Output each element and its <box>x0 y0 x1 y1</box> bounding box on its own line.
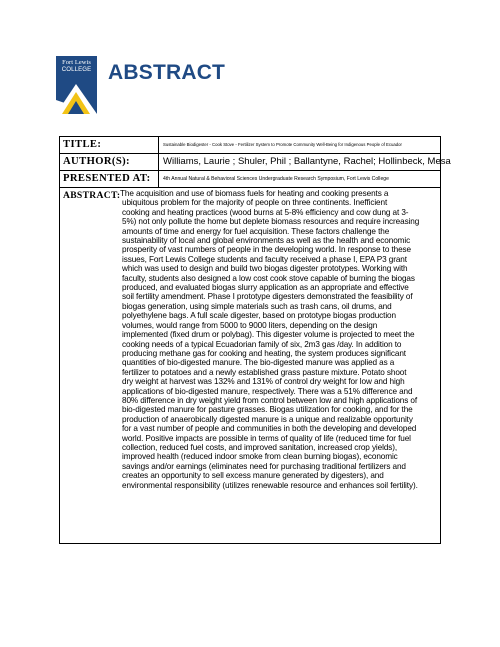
logo-line-1: Fort Lewis <box>62 59 91 66</box>
abstract-line: improved health (reduced indoor smoke from clean burning biogas), economic <box>122 452 398 462</box>
page-heading: ABSTRACT <box>108 61 226 84</box>
abstract-line: 5%) not only pollute the home but deplete biomass resources and require increasing <box>122 217 420 227</box>
abstract-line: ubiquitous problem for the majority of people on three continents. Inefficient <box>122 198 388 208</box>
abstract-line: biogas generation, using simple materials such as trash cans, oil drums, and <box>122 301 392 311</box>
abstract-line: 80% difference in dry weight yield from control between low and high applications of <box>122 395 418 405</box>
abstract-line: produced, and evaluated biogas slurry application as an appropriate and effective <box>122 283 409 293</box>
abstract-line: amounts of time and energy for fuel acquisition. These factors challenge the <box>122 226 390 236</box>
abstract-line: cooking needs of a typical Ecuadorian family of six, 2m3 gas /day. In addition to <box>122 339 402 349</box>
abstract-line: The acquisition and use of biomass fuels for heating and cooking presents a <box>120 189 389 198</box>
presented-at-value: 4th Annual Natural & Behavioral Sciences Undergraduate Research Symposium, Fort Lewis College <box>163 176 389 182</box>
abstract-table <box>59 136 451 544</box>
abstract-line: world. Positive impacts are possible in terms of quality of life (reduced time for fuel <box>122 433 411 443</box>
title-value: Sustainable Biodigester - Cook Stove - Fertilizer System to Promote Community Well-Being for Indigenous People of Ecuador <box>163 142 402 147</box>
title-label: TITLE: <box>63 139 102 150</box>
abstract-line: bio-digested manure for pasture grasses. Biogas utilization for cooking, and for the <box>122 405 413 415</box>
abstract-line: environmental responsibility (utilizes renewable resource and enhances soil fertility). <box>122 480 418 490</box>
abstract-line: quantities of bio-digested manure. The bio-digested manure was applied as a <box>122 358 395 368</box>
abstract-text <box>122 189 438 490</box>
abstract-line: prosperity of vast numbers of people in the developing world. In response to these <box>122 245 412 255</box>
authors-value: Williams, Laurie ; Shuler, Phil ; Ballantyne, Rachel; Hollinbeck, Mesa <box>163 156 451 167</box>
abstract-line: applications of bio-digested manure, respectively. There was a 51% difference and <box>122 386 413 396</box>
presented-at-row <box>60 171 440 188</box>
abstract-line: production of anaerobically digested manure is a unique and realizable opportunity <box>122 414 413 424</box>
college-logo <box>56 56 97 114</box>
abstract-label: ABSTRACT: <box>63 190 121 201</box>
abstract-line: dry weight at harvest was 132% and 131% of control dry weight for low and high <box>122 377 405 387</box>
abstract-line: soil fertility amendment. Phase I prototype digesters demonstrated the feasibility of <box>122 292 413 302</box>
abstract-line: fertilizer to potatoes and a newly established grass pasture mixture. Potato shoot <box>122 367 407 377</box>
abstract-line: issues, Fort Lewis College students and faculty received a phase I, EPA P3 grant <box>122 254 407 264</box>
authors-label: AUTHOR(S): <box>63 156 130 167</box>
abstract-line: which was used to design and build two biogas digester prototypes. Working with <box>122 264 408 274</box>
abstract-line: for a vast number of people and communities in both the developing and developed <box>122 424 417 434</box>
authors-row <box>60 154 451 171</box>
column-divider <box>158 137 159 188</box>
abstract-line: cooking and heating practices (wood burns at 5-8% efficiency and cow dung at 3- <box>122 207 409 217</box>
abstract-line: savings and/or earnings (eliminates need for purchasing traditional fertilizers and <box>122 461 406 471</box>
abstract-line: polyethylene bags. A full scale digester, based on prototype biogas production <box>122 311 396 321</box>
abstract-line: sustainability of local and global environments as well as the health and economic <box>122 236 411 246</box>
presented-at-label: PRESENTED AT: <box>63 173 151 184</box>
abstract-line: implemented (fixed drum or polybag). This digester volume is projected to meet the <box>122 330 415 340</box>
abstract-line: volumes, would range from 5000 to 9000 liters, depending on the design <box>122 320 378 330</box>
abstract-line: collection, reduced fuel costs, and improved sanitation, increased crop yields), <box>122 442 398 452</box>
logo-line-2: COLLEGE <box>61 65 92 73</box>
title-row <box>60 137 440 154</box>
logo-wordmark <box>56 60 97 73</box>
abstract-line: faculty, students also designed a low cost cook stove capable of burning the biogas <box>122 273 415 283</box>
abstract-line: producing methane gas for cooking and heating, the system produces significant <box>122 348 406 358</box>
abstract-line: creates an opportunity to sell excess manure generated by digesters), and <box>122 471 384 481</box>
